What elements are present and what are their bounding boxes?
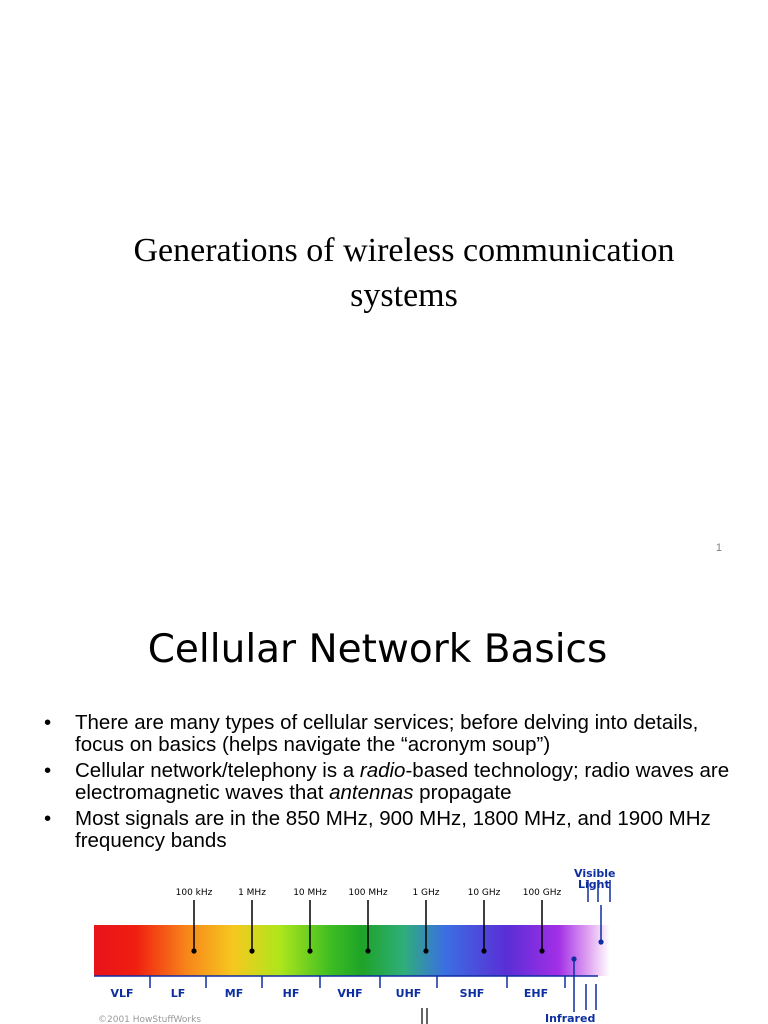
frequency-marker-dot <box>191 948 196 953</box>
frequency-spectrum-figure <box>90 860 730 1024</box>
bullet-text: Cellular network/telephony is a <box>75 759 360 782</box>
image-credit: ©2001 HowStuffWorks <box>98 1015 202 1024</box>
band-label: MF <box>224 987 244 1000</box>
bullet-list <box>44 712 734 856</box>
visible-light-label-line1: Visible <box>574 867 616 880</box>
bullet-item <box>44 712 734 756</box>
frequency-label: 1 MHz <box>238 888 266 898</box>
frequency-label: 1 GHz <box>412 888 440 898</box>
band-label: SHF <box>459 987 485 1000</box>
bullet-marker: • <box>44 711 52 734</box>
frequency-label: 100 MHz <box>348 888 388 898</box>
bullet-text-italic: antennas <box>329 781 414 804</box>
bullet-marker: • <box>44 807 52 830</box>
band-label: VLF <box>110 987 134 1000</box>
frequency-marker-dot <box>423 948 428 953</box>
slide-title: Generations of wireless communication systems <box>133 232 675 314</box>
frequency-marker-dot <box>481 948 486 953</box>
frequency-label: 10 GHz <box>467 888 501 898</box>
band-label: EHF <box>523 987 549 1000</box>
frequency-marker-dot <box>539 948 544 953</box>
bullet-item <box>44 760 734 804</box>
bullet-text: Most signals are in the 850 MHz, 900 MHz, 1800 MHz, and 1900 MHz frequency bands <box>75 807 711 852</box>
spectrum-svg <box>90 860 730 1024</box>
bullet-text: There are many types of cellular services; before delving into details, focus on basics (helps navigate the “acronym soup”) <box>75 711 699 756</box>
band-label: HF <box>282 987 300 1000</box>
visible-light-label-line2: Light <box>578 878 610 891</box>
bullet-marker: • <box>44 759 52 782</box>
frequency-label: 100 GHz <box>522 888 562 898</box>
frequency-marker-dot <box>249 948 254 953</box>
frequency-label: 100 kHz <box>175 888 213 898</box>
content-slide <box>0 576 768 1024</box>
bullet-text: -based technology; radio waves are electromagnetic waves that <box>75 759 730 804</box>
infrared-label: Infrared <box>545 1012 596 1024</box>
band-label: UHF <box>395 987 422 1000</box>
bullet-text-italic: radio <box>359 759 406 782</box>
spectrum-bar <box>94 925 610 976</box>
slide-number: 1 <box>715 542 722 554</box>
band-label: LF <box>170 987 186 1000</box>
frequency-marker-dot <box>365 948 370 953</box>
slide-title: Cellular Network Basics <box>147 627 608 672</box>
bullet-text: propagate <box>413 781 512 804</box>
infrared-dot <box>571 956 576 961</box>
frequency-label: 10 MHz <box>293 888 327 898</box>
band-label: VHF <box>337 987 363 1000</box>
bullet-item <box>44 808 734 852</box>
visible-light-dot <box>598 939 603 944</box>
frequency-marker-dot <box>307 948 312 953</box>
